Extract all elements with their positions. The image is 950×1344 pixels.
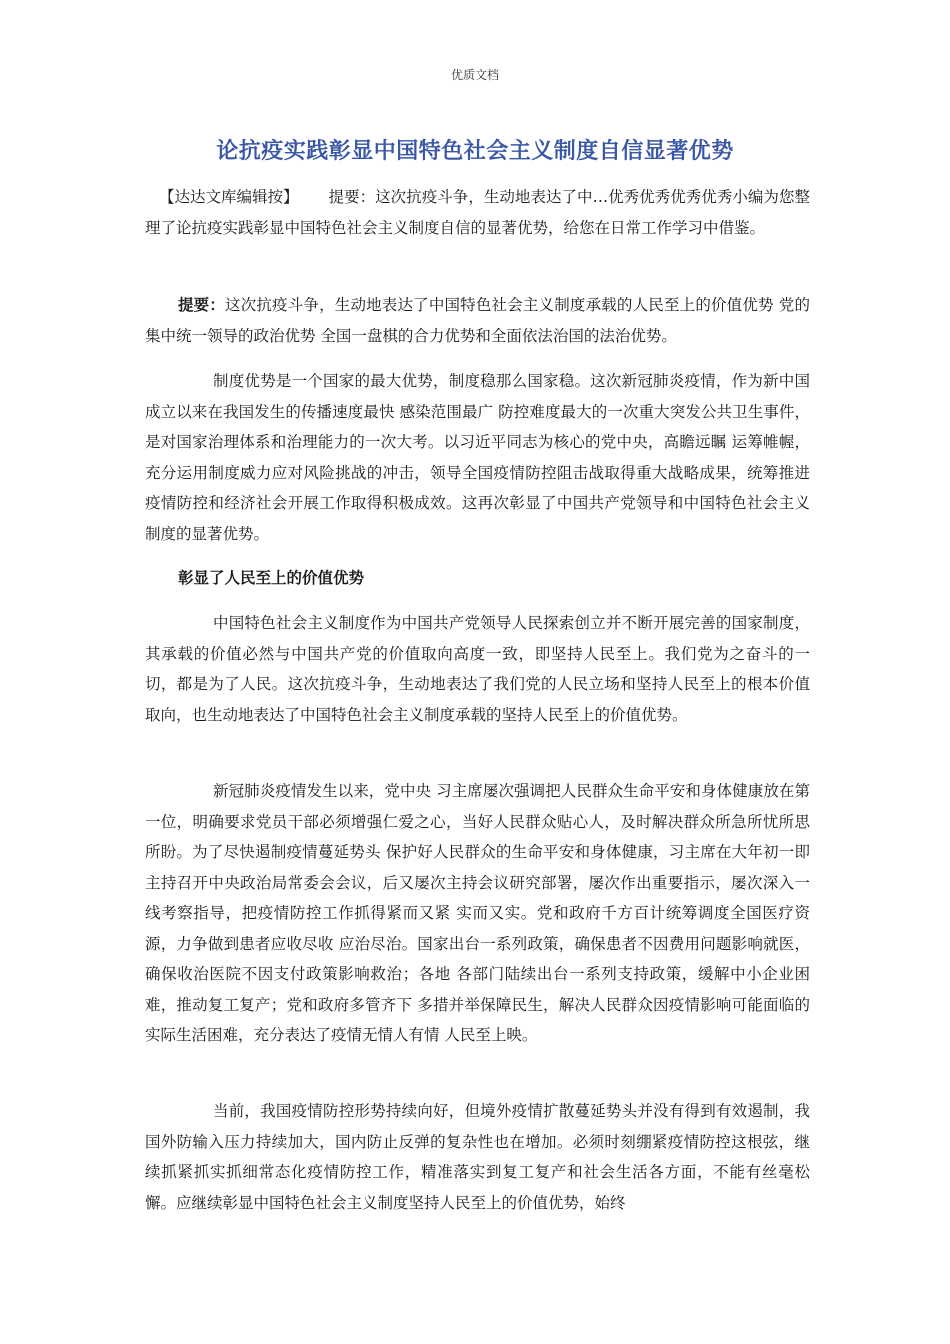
section-heading: 彰显了人民至上的价值优势: [178, 569, 365, 587]
abstract: [145, 290, 810, 351]
paragraph-intro: 制度优势是一个国家的最大优势，制度稳那么国家稳。这次新冠肺炎疫情，作为新中国成立以来在我国发生的传播速度最快 感染范围最广 防控难度最大的一次重大突发公共卫生事件，是对国家治理体系和治理能力的一次大考。以习近平同志为核心的党中央，高瞻远瞩 运筹帷幄，充分运用制度威力应对风险挑战的冲击，领导全国疫情防控阻击战取得重大战略成果，统筹推进疫情防控和经济社会开展工作取得积极成效。这再次彰显了中国共产党领导和中国特色社会主义制度的显著优势。: [145, 372, 810, 543]
abstract-label: 提要：: [178, 295, 226, 314]
abstract-text: 这次抗疫斗争，生动地表达了中国特色社会主义制度承载的人民至上的价值优势 党的集中统一领导的政治优势 全国一盘棋的合力优势和全面依法治国的法治优势。: [145, 296, 810, 345]
editor-tag: 【达达文库编辑按】: [159, 188, 299, 206]
editor-note-text: 提要：这次抗疫斗争，生动地表达了中…优秀优秀优秀优秀小编为您整理了论抗疫实践彰显中国特色社会主义制度自信的显著优势，给您在日常工作学习中借鉴。: [145, 188, 810, 237]
editor-note: [145, 182, 810, 243]
paragraph-values: 中国特色社会主义制度作为中国共产党领导人民探索创立并不断开展完善的国家制度，其承载的价值必然与中国共产党的价值取向高度一致，即坚持人民至上。我们党为之奋斗的一切，都是为了人民。这次抗疫斗争，生动地表达了我们党的人民立场和坚持人民至上的根本价值取向，也生动地表达了中国特色社会主义制度承载的坚持人民至上的价值优势。: [145, 614, 810, 724]
page-header: 优质文档: [450, 68, 499, 82]
document-title: 论抗疫实践彰显中国特色社会主义制度自信显著优势: [216, 139, 734, 164]
paragraph-current: 当前，我国疫情防控形势持续向好，但境外疫情扩散蔓延势头并没有得到有效遏制，我国外防输入压力持续加大，国内防止反弹的复杂性也在增加。必须时刻绷紧疫情防控这根弦，继续抓紧抓实抓细常态化疫情防控工作，精准落实到复工复产和社会生活各方面，不能有丝毫松懈。应继续彰显中国特色社会主义制度坚持人民至上的价值优势，始终: [145, 1102, 810, 1212]
paragraph-response: 新冠肺炎疫情发生以来，党中央 习主席屡次强调把人民群众生命平安和身体健康放在第一位，明确要求党员干部必须增强仁爱之心，当好人民群众贴心人，及时解决群众所急所忧所思所盼。为了尽快遏制疫情蔓延势头 保护好人民群众的生命平安和身体健康，习主席在大年初一即主持召开中央政治局常委会会议，后又屡次主持会议研究部署，屡次作出重要指示，屡次深入一线考察指导，把疫情防控工作抓得紧而又紧 实而又实。党和政府千方百计统筹调度全国医疗资源，力争做到患者应收尽收 应治尽治。国家出台一系列政策，确保患者不因费用问题影响就医，确保收治医院不因支付政策影响救治；各地 各部门陆续出台一系列支持政策，缓解中小企业困难，推动复工复产；党和政府多管齐下 多措并举保障民生，解决人民群众因疫情影响可能面临的实际生活困难，充分表达了疫情无情人有情 人民至上映。: [145, 782, 810, 1044]
